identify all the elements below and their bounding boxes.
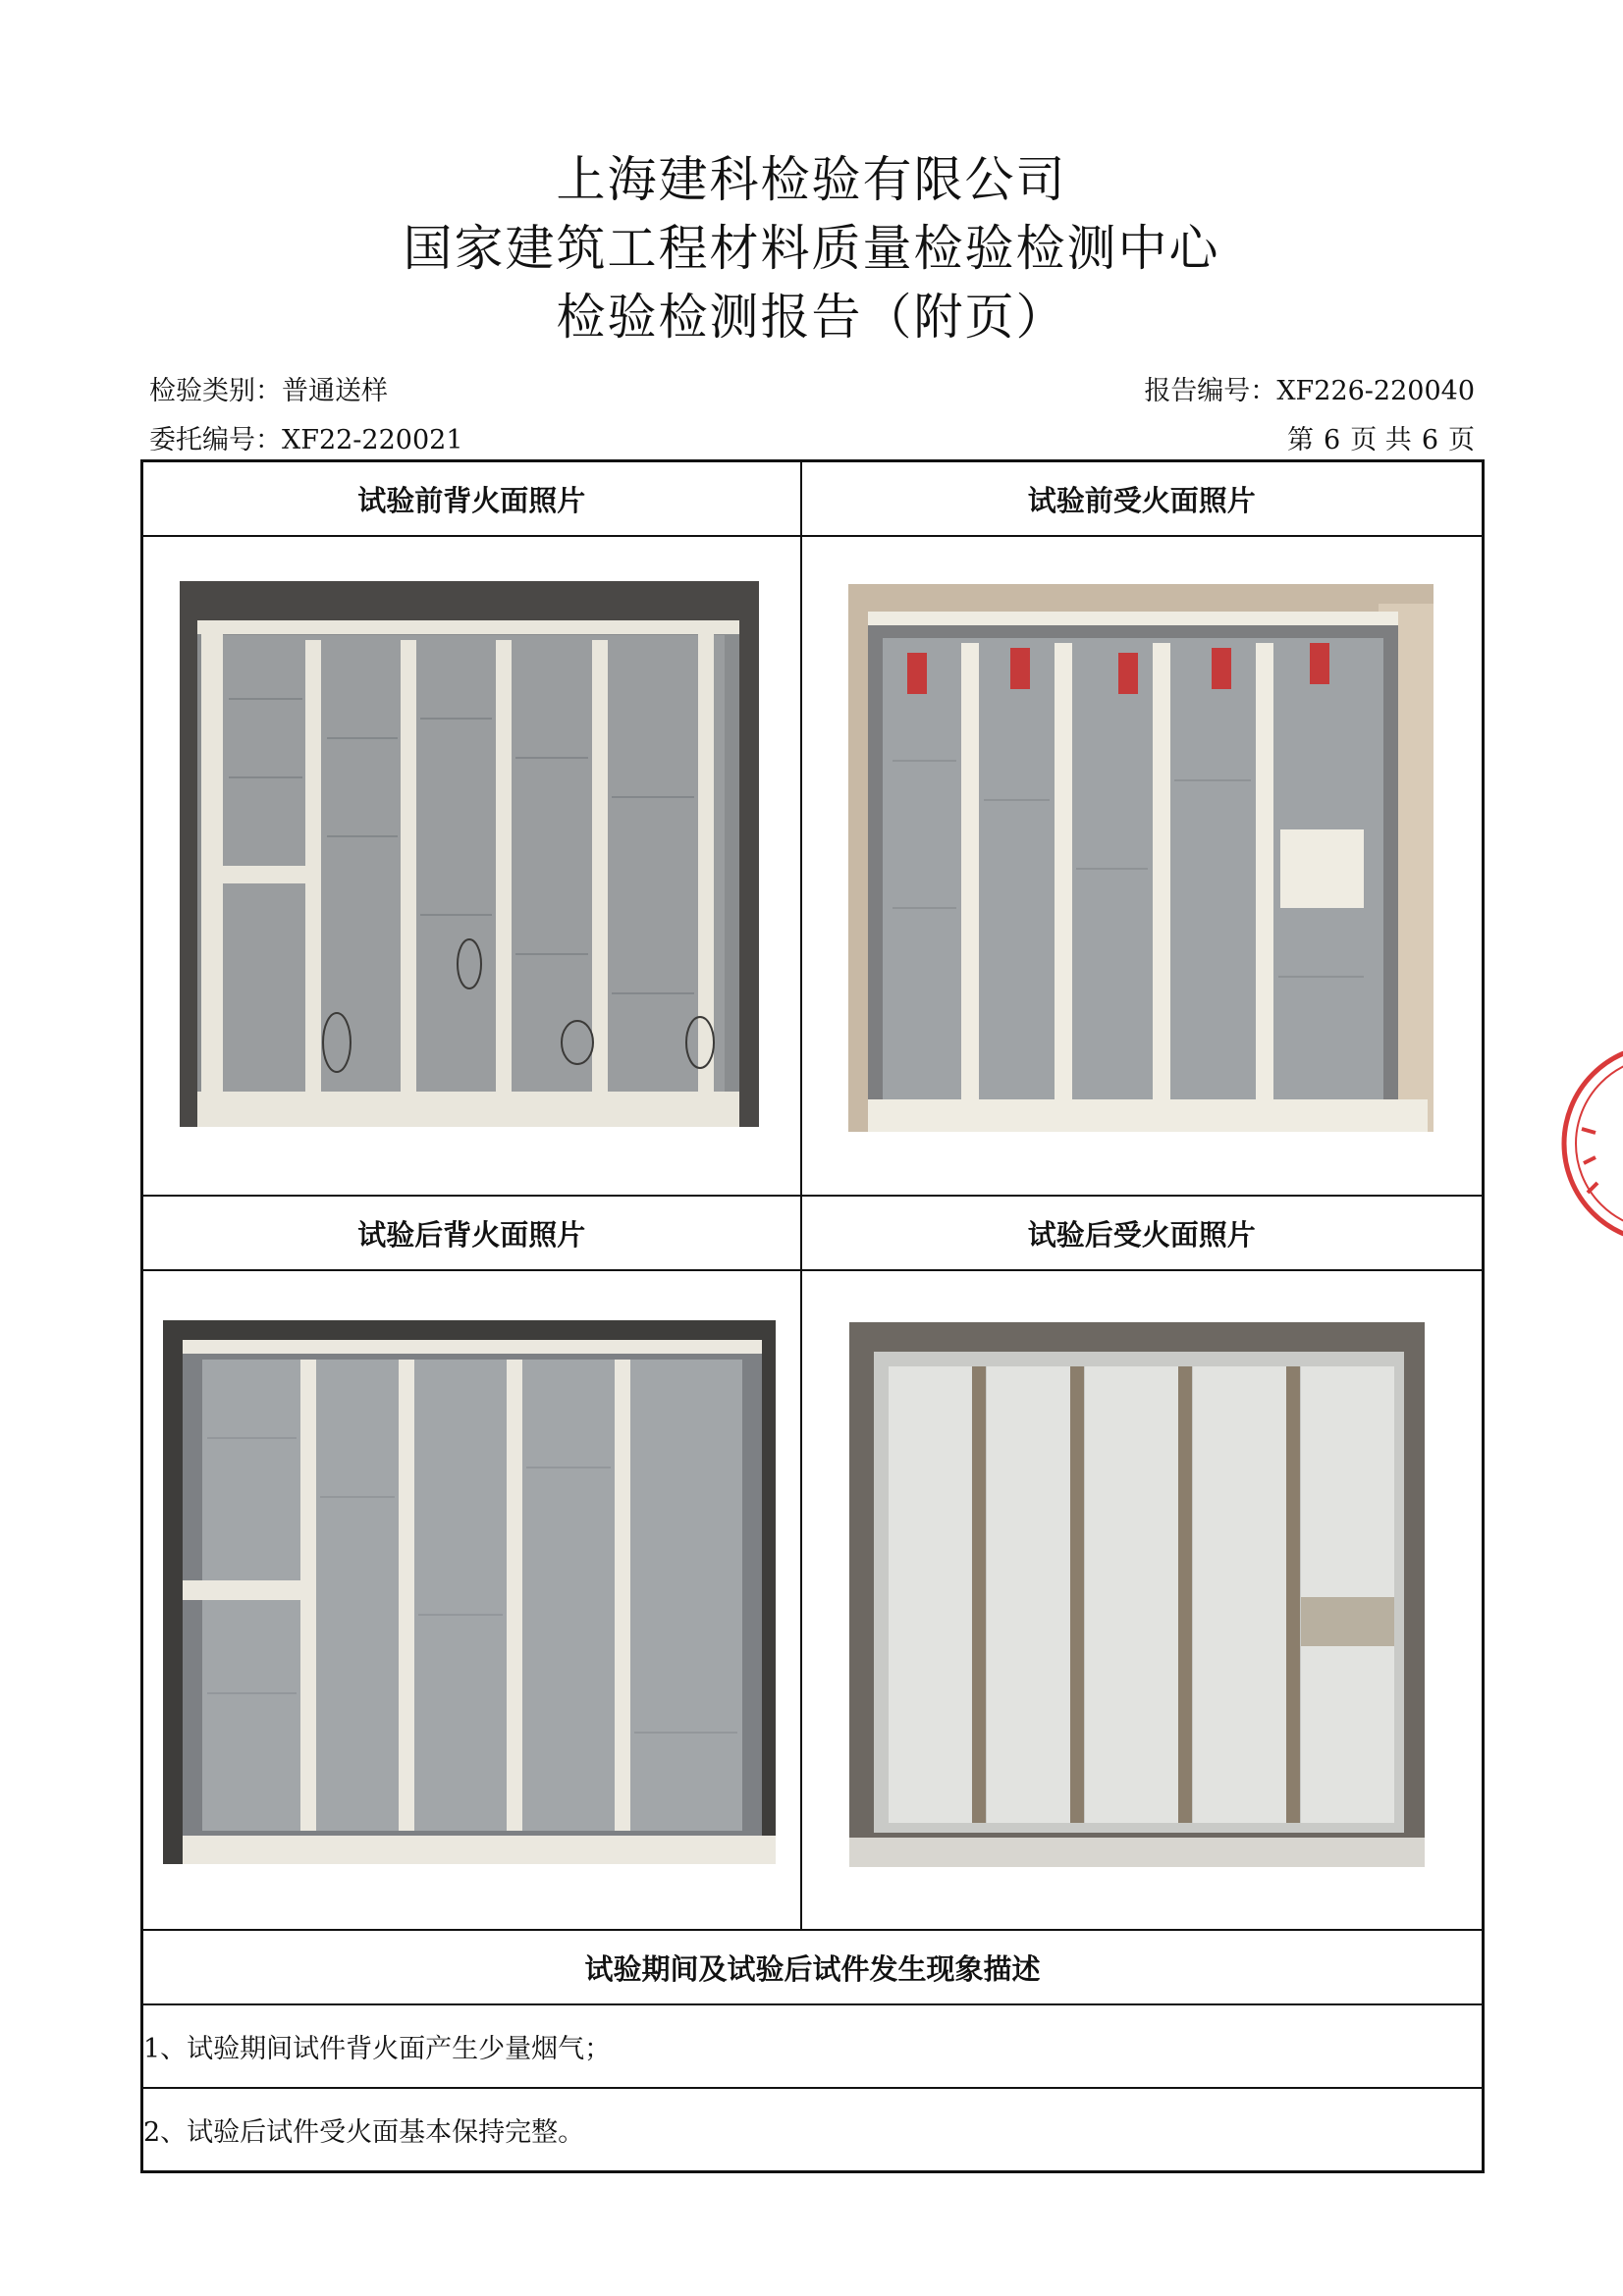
page-suffix: 页 [1448, 425, 1475, 455]
report-number-value: XF226-220040 [1276, 376, 1475, 406]
meta-row-2 [149, 418, 1475, 454]
company-name: 上海建科检验有限公司 [556, 151, 1067, 208]
after-exposed-cell [801, 1270, 1484, 1930]
official-seal [1544, 1026, 1623, 1261]
after-exposed-photo [849, 1322, 1425, 1867]
inspection-type [149, 369, 388, 407]
center-name: 国家建筑工程材料质量检验检测中心 [403, 220, 1220, 277]
report-title: 检验检测报告（附页） [556, 289, 1067, 346]
photo-table [140, 459, 1485, 2173]
description-heading: 试验期间及试验后试件发生现象描述 [142, 1930, 1484, 2004]
report-number-label: 报告编号： [1144, 376, 1277, 406]
before-unexposed-photo [180, 581, 759, 1127]
after-unexposed-photo [163, 1320, 776, 1864]
page-total: 6 [1421, 425, 1438, 455]
commission-number [149, 418, 463, 456]
before-exposed-cell [801, 536, 1484, 1196]
description-item-2: 2、试验后试件受火面基本保持完整。 [142, 2088, 1484, 2172]
description-item-1: 1、试验期间试件背火面产生少量烟气； [142, 2004, 1484, 2088]
after-exposed-header: 试验后受火面照片 [801, 1196, 1484, 1270]
before-exposed-photo [848, 584, 1434, 1132]
after-unexposed-cell [142, 1270, 801, 1930]
meta-row-1 [149, 369, 1475, 404]
after-unexposed-header: 试验后背火面照片 [142, 1196, 801, 1270]
page-mid: 页 共 [1350, 425, 1412, 455]
before-unexposed-cell [142, 536, 801, 1196]
report-number [1144, 369, 1475, 407]
page-indicator [1287, 418, 1475, 456]
commission-number-value: XF22-220021 [282, 425, 463, 455]
page-prefix: 第 [1287, 425, 1315, 455]
commission-number-label: 委托编号： [149, 425, 282, 455]
inspection-type-value: 普通送样 [282, 376, 388, 406]
page-current: 6 [1324, 425, 1341, 455]
before-unexposed-header: 试验前背火面照片 [142, 461, 801, 537]
before-exposed-header: 试验前受火面照片 [801, 461, 1484, 537]
inspection-type-label: 检验类别： [149, 376, 282, 406]
report-header [0, 145, 1623, 351]
